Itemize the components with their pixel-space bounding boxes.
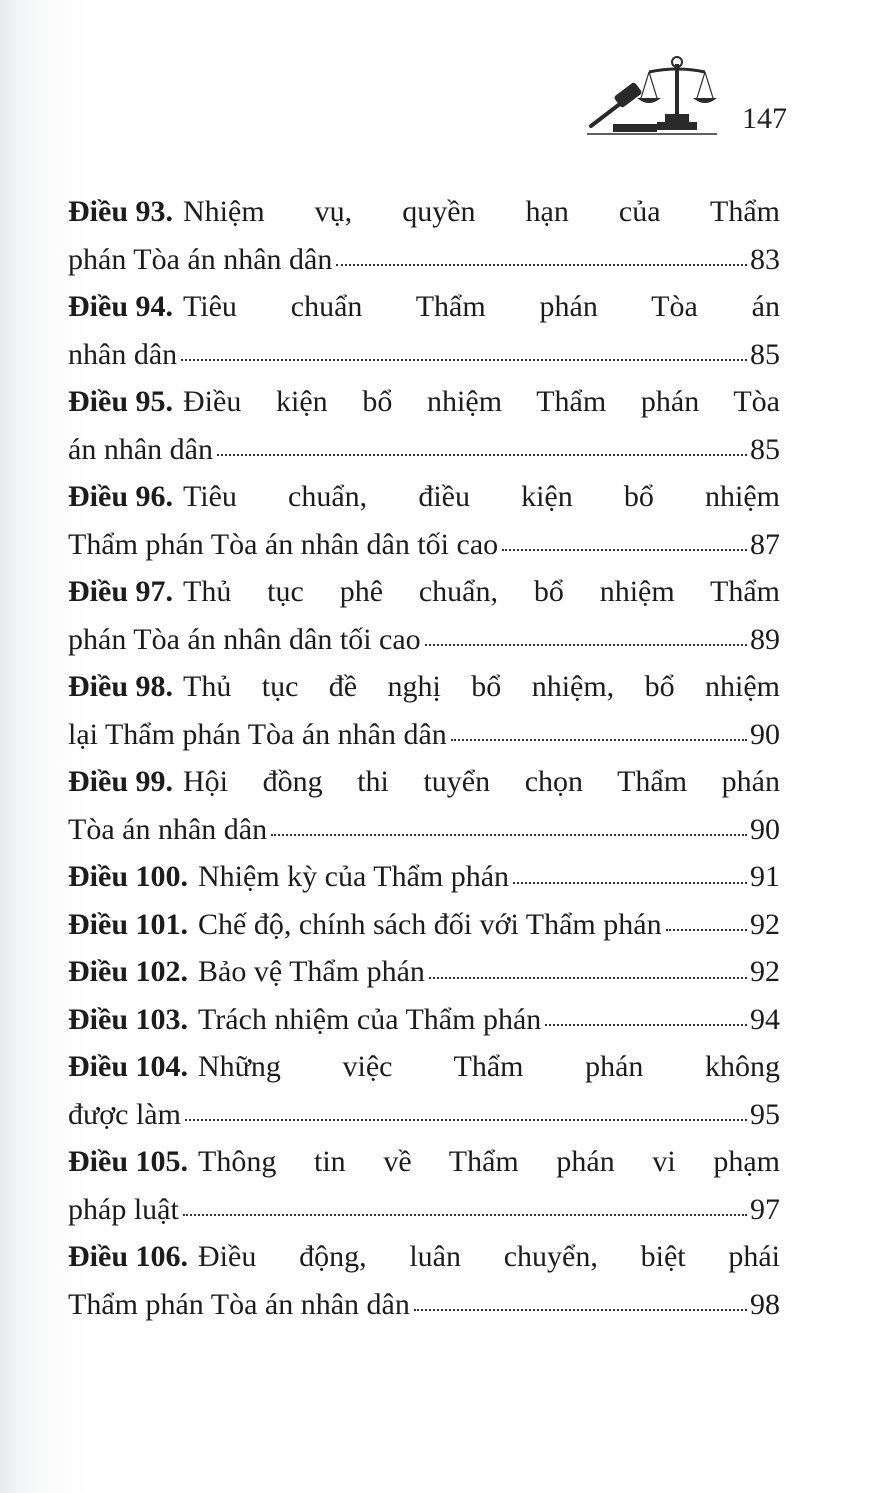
- dot-leader: [429, 977, 747, 979]
- toc-entry-number: Điều 95.: [68, 385, 173, 418]
- toc-entry-number: Điều 102.: [68, 955, 188, 988]
- toc-entry-number: Điều 93.: [68, 195, 173, 228]
- toc-entry-title-continued: lại Thẩm phán Tòa án nhân dân: [68, 717, 447, 751]
- toc-entry-number: Điều 103.: [68, 1002, 188, 1036]
- toc-entry-title: Tiêu chuẩn Thẩm phán Tòa án: [183, 290, 780, 323]
- toc-entry-title-continued: được làm: [68, 1097, 181, 1131]
- toc-entry-first-line: [68, 378, 780, 426]
- toc-entry-first-line: [68, 1138, 780, 1186]
- toc-entry[interactable]: [68, 188, 780, 283]
- toc-entry[interactable]: [68, 948, 780, 996]
- toc-entry-second-line: [68, 331, 780, 379]
- dot-leader: [336, 264, 747, 266]
- toc-page-number: 92: [750, 955, 780, 988]
- toc-entry-title: Thông tin về Thẩm phán vi phạm: [198, 1145, 780, 1178]
- page-number: 147: [742, 102, 787, 135]
- toc-entry-title: Trách nhiệm của Thẩm phán: [198, 1002, 542, 1036]
- toc-entry-title: Nhiệm kỳ của Thẩm phán: [198, 860, 510, 893]
- toc-entry[interactable]: [68, 283, 780, 378]
- toc-entry-title-continued: nhân dân: [68, 337, 178, 371]
- toc-entry-number: Điều 96.: [68, 480, 173, 513]
- toc-entry[interactable]: [68, 853, 780, 901]
- toc-entry-first-line: [68, 473, 780, 521]
- toc-entry-number: Điều 106.: [68, 1240, 188, 1273]
- page-header: [585, 50, 795, 140]
- toc-entry-number: Điều 101.: [68, 907, 188, 941]
- toc-entry-title-continued: án nhân dân: [68, 432, 213, 466]
- toc-page-number: 91: [750, 860, 780, 893]
- scales-of-justice-gavel-icon: [585, 50, 725, 140]
- dot-leader: [451, 739, 747, 741]
- toc-entry[interactable]: [68, 663, 780, 758]
- toc-entry-title: Chế độ, chính sách đối với Thẩm phán: [198, 907, 662, 941]
- dot-leader: [271, 834, 747, 836]
- toc-entry[interactable]: [68, 1138, 780, 1233]
- toc-entry-title: Điều động, luân chuyển, biệt phái: [198, 1240, 780, 1273]
- toc-entry-number: Điều 100.: [68, 860, 188, 893]
- toc-entry-line: [68, 996, 780, 1044]
- toc-entry-number: Điều 97.: [68, 575, 173, 608]
- toc-entry-line: [68, 948, 780, 996]
- toc-page-number: 98: [750, 1287, 780, 1321]
- toc-entry-title: Hội đồng thi tuyển chọn Thẩm phán: [183, 765, 780, 798]
- toc-entry[interactable]: [68, 568, 780, 663]
- toc-entry[interactable]: [68, 1043, 780, 1138]
- toc-entry-number: Điều 98.: [68, 670, 173, 703]
- toc-entry-second-line: [68, 426, 780, 474]
- toc-entry-second-line: [68, 521, 780, 569]
- toc-page-number: 87: [750, 527, 780, 561]
- toc-entry-line: [68, 901, 780, 949]
- toc-entry-first-line: [68, 758, 780, 806]
- toc-entry-first-line: [68, 188, 780, 236]
- toc-entry-number: Điều 105.: [68, 1145, 188, 1178]
- toc-page-number: 89: [750, 622, 780, 656]
- toc-entry-second-line: [68, 1186, 780, 1234]
- toc-page-number: 97: [750, 1192, 780, 1226]
- toc-page-number: 85: [750, 432, 780, 466]
- dot-leader: [181, 359, 747, 361]
- toc-entry-first-line: [68, 663, 780, 711]
- dot-leader: [513, 882, 747, 884]
- toc-entry-first-line: [68, 283, 780, 331]
- toc-page-number: 83: [750, 242, 780, 276]
- toc-entry-title-continued: Thẩm phán Tòa án nhân dân tối cao: [68, 527, 499, 561]
- toc-page-number: 94: [750, 1002, 780, 1036]
- toc-entry-line: [68, 853, 780, 901]
- toc-entry[interactable]: [68, 473, 780, 568]
- toc-entry-first-line: [68, 1043, 780, 1091]
- toc-entry-second-line: [68, 236, 780, 284]
- toc-entry-title: Tiêu chuẩn, điều kiện bổ nhiệm: [183, 480, 780, 513]
- toc-entry-title: Bảo vệ Thẩm phán: [198, 955, 425, 988]
- toc-entry-second-line: [68, 1281, 780, 1329]
- toc-entry-number: Điều 94.: [68, 290, 173, 323]
- toc-page-number: 90: [750, 812, 780, 846]
- toc-entry-second-line: [68, 616, 780, 664]
- dot-leader: [545, 1024, 747, 1026]
- toc-entry-number: Điều 104.: [68, 1050, 188, 1083]
- toc-page-number: 85: [750, 337, 780, 371]
- dot-leader: [185, 1119, 747, 1121]
- toc-entry-title-continued: Tòa án nhân dân: [68, 812, 268, 846]
- toc-entry[interactable]: [68, 1233, 780, 1328]
- toc-entry-number: Điều 99.: [68, 765, 173, 798]
- toc-entry-title: Nhiệm vụ, quyền hạn của Thẩm: [183, 195, 780, 228]
- toc-entry-title: Thủ tục đề nghị bổ nhiệm, bổ nhiệm: [183, 670, 780, 703]
- toc-entry-second-line: [68, 1091, 780, 1139]
- toc-entry[interactable]: [68, 996, 780, 1044]
- toc-entry-first-line: [68, 568, 780, 616]
- toc-entry-second-line: [68, 711, 780, 759]
- toc-entry-title-continued: phán Tòa án nhân dân tối cao: [68, 622, 421, 656]
- dot-leader: [183, 1214, 747, 1216]
- toc-entry-first-line: [68, 1233, 780, 1281]
- toc-entry-second-line: [68, 806, 780, 854]
- toc-page-number: 90: [750, 717, 780, 751]
- toc-entry-title: Điều kiện bổ nhiệm Thẩm phán Tòa: [183, 385, 780, 418]
- toc-entry-title-continued: phán Tòa án nhân dân: [68, 242, 333, 276]
- toc-entry-title-continued: Thẩm phán Tòa án nhân dân: [68, 1287, 410, 1321]
- dot-leader: [425, 644, 747, 646]
- toc-entry[interactable]: [68, 758, 780, 853]
- toc-entry-title-continued: pháp luật: [68, 1192, 179, 1226]
- toc-entry-title: Những việc Thẩm phán không: [198, 1050, 780, 1083]
- toc-page-number: 95: [750, 1097, 780, 1131]
- toc-entry[interactable]: [68, 901, 780, 949]
- toc-entry-title: Thủ tục phê chuẩn, bổ nhiệm Thẩm: [183, 575, 780, 608]
- toc-page-number: 92: [750, 907, 780, 941]
- dot-leader: [217, 454, 747, 456]
- toc-entry[interactable]: [68, 378, 780, 473]
- table-of-contents: [68, 188, 780, 1328]
- dot-leader: [666, 929, 747, 931]
- dot-leader: [502, 549, 747, 551]
- dot-leader: [414, 1309, 747, 1311]
